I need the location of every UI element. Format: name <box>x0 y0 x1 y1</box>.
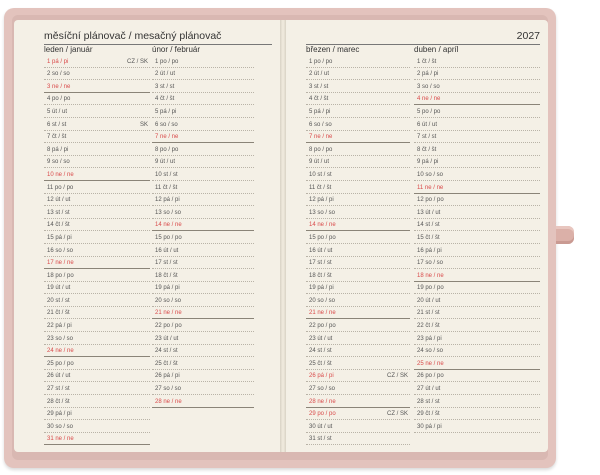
day-label: 2 pá / pi <box>417 71 439 78</box>
day-label: 26 pá / pi <box>309 373 334 380</box>
day-label: 21 st / st <box>417 310 440 317</box>
day-row <box>152 269 254 282</box>
day-row <box>152 319 254 332</box>
day-label: 18 po / po <box>47 272 74 279</box>
day-row <box>152 294 254 307</box>
day-row <box>152 194 254 207</box>
day-row <box>306 68 410 81</box>
day-row <box>44 370 150 383</box>
day-row <box>44 231 150 244</box>
day-label: 30 pá / pi <box>417 423 442 430</box>
day-label: 15 pá / pi <box>47 234 72 241</box>
day-row <box>152 382 254 395</box>
day-label: 31 st / st <box>309 436 332 443</box>
day-row <box>152 105 254 118</box>
day-label: 6 út / ut <box>417 121 438 128</box>
day-row <box>414 269 540 282</box>
day-label: 25 ne / ne <box>417 360 444 367</box>
day-label: 9 út / ut <box>309 159 330 166</box>
day-label: 14 ne / ne <box>155 222 182 229</box>
day-label: 20 út / ut <box>417 297 441 304</box>
day-label: 1 pá / pi <box>47 58 69 65</box>
month-column-february <box>152 45 254 408</box>
day-row <box>306 294 410 307</box>
day-row <box>306 433 410 446</box>
day-label: 27 so / so <box>309 386 336 393</box>
holiday-country-note: CZ / SK <box>386 373 408 380</box>
day-row <box>306 357 410 370</box>
day-row <box>306 80 410 93</box>
day-label: 22 po / po <box>155 323 182 330</box>
book-spine <box>280 20 286 452</box>
day-label: 17 st / st <box>309 260 332 267</box>
month-name: leden / január <box>44 45 93 54</box>
day-label: 6 so / so <box>155 121 178 128</box>
day-label: 19 po / po <box>417 285 444 292</box>
planner-title: měsíční plánovač / mesačný plánovač <box>44 30 222 42</box>
day-row <box>152 345 254 358</box>
day-label: 14 ne / ne <box>309 222 336 229</box>
day-label: 27 so / so <box>155 386 182 393</box>
day-row <box>152 357 254 370</box>
day-label: 20 st / st <box>47 297 70 304</box>
day-row <box>414 420 540 433</box>
day-row <box>152 156 254 169</box>
day-label: 21 ne / ne <box>155 310 182 317</box>
day-row <box>306 282 410 295</box>
day-rows <box>44 55 150 445</box>
day-row <box>306 319 410 332</box>
day-row <box>414 80 540 93</box>
day-label: 9 so / so <box>47 159 70 166</box>
day-label: 28 čt / št <box>47 398 70 405</box>
day-label: 7 ne / ne <box>155 134 179 141</box>
day-label: 5 pá / pi <box>309 108 331 115</box>
month-column-january <box>44 45 150 445</box>
day-row <box>44 168 150 181</box>
holiday-country-note: CZ / SK <box>386 411 408 418</box>
day-label: 22 čt / št <box>417 323 440 330</box>
day-row <box>152 168 254 181</box>
day-label: 4 čt / št <box>309 96 329 103</box>
day-label: 13 so / so <box>155 209 182 216</box>
day-label: 30 út / ut <box>309 423 333 430</box>
day-row <box>414 395 540 408</box>
day-row <box>44 131 150 144</box>
day-row <box>306 143 410 156</box>
day-label: 11 po / po <box>47 184 74 191</box>
day-label: 7 čt / št <box>47 134 67 141</box>
day-rows <box>152 55 254 408</box>
day-label: 27 út / ut <box>417 386 441 393</box>
day-label: 8 čt / št <box>417 146 437 153</box>
day-label: 9 pá / pi <box>417 159 439 166</box>
day-row <box>44 143 150 156</box>
day-label: 27 st / st <box>47 386 70 393</box>
day-row <box>306 181 410 194</box>
day-label: 8 po / po <box>309 146 333 153</box>
day-label: 26 út / ut <box>47 373 71 380</box>
day-row <box>152 93 254 106</box>
day-label: 24 ne / ne <box>47 348 74 355</box>
day-row <box>306 55 410 68</box>
day-label: 29 čt / št <box>417 411 440 418</box>
day-row <box>306 408 410 421</box>
day-row <box>414 219 540 232</box>
day-row <box>152 55 254 68</box>
day-row <box>306 194 410 207</box>
day-row <box>44 244 150 257</box>
day-row <box>414 118 540 131</box>
day-row <box>44 382 150 395</box>
day-row <box>306 131 410 144</box>
holiday-country-note: CZ / SK <box>126 58 148 65</box>
day-label: 22 pá / pi <box>47 323 72 330</box>
day-row <box>306 382 410 395</box>
day-label: 8 po / po <box>155 146 179 153</box>
day-row <box>152 244 254 257</box>
day-row <box>44 206 150 219</box>
day-row <box>44 105 150 118</box>
day-row <box>414 131 540 144</box>
day-row <box>44 194 150 207</box>
day-label: 23 pá / pi <box>417 335 442 342</box>
day-label: 14 st / st <box>417 222 440 229</box>
day-label: 18 ne / ne <box>417 272 444 279</box>
day-row <box>44 408 150 421</box>
day-row <box>414 194 540 207</box>
day-label: 3 st / st <box>155 83 175 90</box>
day-row <box>414 382 540 395</box>
day-row <box>414 168 540 181</box>
day-row <box>44 345 150 358</box>
day-label: 24 st / st <box>309 348 332 355</box>
day-row <box>306 118 410 131</box>
day-row <box>414 370 540 383</box>
day-label: 16 pá / pi <box>417 247 442 254</box>
day-label: 6 so / so <box>309 121 332 128</box>
day-row <box>44 181 150 194</box>
day-row <box>414 294 540 307</box>
day-row <box>306 206 410 219</box>
day-label: 12 út / ut <box>47 197 71 204</box>
day-row <box>306 168 410 181</box>
day-label: 5 po / po <box>417 108 441 115</box>
day-label: 6 st / st <box>47 121 67 128</box>
day-label: 7 ne / ne <box>309 134 333 141</box>
holiday-country-note: SK <box>139 121 148 128</box>
day-rows <box>414 55 540 433</box>
day-label: 17 st / st <box>155 260 178 267</box>
day-label: 20 so / so <box>309 297 336 304</box>
day-label: 15 po / po <box>155 234 182 241</box>
day-label: 2 út / ut <box>155 71 176 78</box>
day-label: 3 ne / ne <box>47 83 71 90</box>
day-label: 24 st / st <box>155 348 178 355</box>
day-row <box>44 282 150 295</box>
day-label: 3 so / so <box>417 83 440 90</box>
day-label: 2 út / ut <box>309 71 330 78</box>
day-label: 4 ne / ne <box>417 96 441 103</box>
day-row <box>414 105 540 118</box>
month-name: duben / apríl <box>414 45 459 54</box>
day-label: 4 čt / št <box>155 96 175 103</box>
day-row <box>44 269 150 282</box>
day-label: 10 st / st <box>309 171 332 178</box>
day-label: 15 po / po <box>309 234 336 241</box>
day-label: 8 pá / pi <box>47 146 69 153</box>
day-label: 11 ne / ne <box>417 184 444 191</box>
month-name: únor / február <box>152 45 201 54</box>
day-row <box>44 395 150 408</box>
day-label: 16 út / ut <box>155 247 179 254</box>
day-label: 16 so / so <box>47 247 74 254</box>
day-row <box>306 156 410 169</box>
day-row <box>44 332 150 345</box>
day-row <box>306 269 410 282</box>
day-row <box>152 118 254 131</box>
day-row <box>306 370 410 383</box>
day-label: 10 ne / ne <box>47 171 74 178</box>
day-label: 22 po / po <box>309 323 336 330</box>
day-label: 28 ne / ne <box>155 398 182 405</box>
day-label: 19 pá / pi <box>155 285 180 292</box>
day-label: 2 so / so <box>47 71 70 78</box>
day-label: 10 st / st <box>155 171 178 178</box>
day-label: 31 ne / ne <box>47 436 74 443</box>
day-row <box>414 93 540 106</box>
day-label: 19 pá / pi <box>309 285 334 292</box>
day-label: 7 st / st <box>417 134 437 141</box>
day-label: 21 ne / ne <box>309 310 336 317</box>
day-row <box>414 156 540 169</box>
day-row <box>414 319 540 332</box>
day-row <box>152 143 254 156</box>
day-label: 9 út / ut <box>155 159 176 166</box>
day-row <box>414 345 540 358</box>
day-row <box>44 156 150 169</box>
day-row <box>44 80 150 93</box>
day-label: 30 so / so <box>47 423 74 430</box>
day-row <box>152 206 254 219</box>
day-label: 28 ne / ne <box>309 398 336 405</box>
day-label: 3 st / st <box>309 83 329 90</box>
day-row <box>414 143 540 156</box>
day-row <box>152 131 254 144</box>
day-label: 14 čt / št <box>47 222 70 229</box>
day-label: 18 čt / št <box>155 272 178 279</box>
day-label: 25 čt / št <box>155 360 178 367</box>
day-row <box>414 55 540 68</box>
day-row <box>44 68 150 81</box>
day-row <box>152 370 254 383</box>
day-label: 25 čt / št <box>309 360 332 367</box>
day-row <box>306 231 410 244</box>
month-name: březen / marec <box>306 45 360 54</box>
day-row <box>44 55 150 68</box>
day-label: 1 po / po <box>309 58 333 65</box>
month-column-march <box>306 45 410 445</box>
day-row <box>306 345 410 358</box>
day-row <box>306 332 410 345</box>
day-label: 13 st / st <box>47 209 70 216</box>
day-row <box>44 93 150 106</box>
day-row <box>414 68 540 81</box>
day-label: 17 so / so <box>417 260 444 267</box>
day-label: 25 po / po <box>47 360 74 367</box>
day-row <box>152 219 254 232</box>
day-label: 26 po / po <box>417 373 444 380</box>
day-row <box>414 282 540 295</box>
day-label: 4 po / po <box>47 96 71 103</box>
day-label: 23 út / ut <box>309 335 333 342</box>
day-row <box>414 332 540 345</box>
day-row <box>414 206 540 219</box>
day-row <box>414 244 540 257</box>
day-row <box>44 219 150 232</box>
day-row <box>414 357 540 370</box>
day-row <box>152 80 254 93</box>
day-row <box>306 257 410 270</box>
day-row <box>414 181 540 194</box>
day-label: 16 út / ut <box>309 247 333 254</box>
day-label: 13 út / ut <box>417 209 441 216</box>
day-row <box>306 420 410 433</box>
day-label: 17 ne / ne <box>47 260 74 267</box>
day-row <box>44 294 150 307</box>
day-label: 1 čt / št <box>417 58 437 65</box>
day-label: 1 po / po <box>155 58 179 65</box>
day-row <box>414 257 540 270</box>
day-label: 19 út / ut <box>47 285 71 292</box>
day-label: 26 pá / pi <box>155 373 180 380</box>
day-label: 29 po / po <box>309 411 336 418</box>
planner-year: 2027 <box>516 30 540 42</box>
month-column-april <box>414 45 540 433</box>
day-row <box>44 420 150 433</box>
day-label: 12 po / po <box>417 197 444 204</box>
day-rows <box>306 55 410 445</box>
day-label: 28 st / st <box>417 398 440 405</box>
day-row <box>152 231 254 244</box>
day-row <box>44 357 150 370</box>
day-row <box>152 332 254 345</box>
day-row <box>414 307 540 320</box>
day-row <box>306 93 410 106</box>
day-row <box>152 282 254 295</box>
day-row <box>306 395 410 408</box>
day-row <box>414 408 540 421</box>
day-label: 5 pá / pi <box>155 108 177 115</box>
day-row <box>152 68 254 81</box>
day-label: 20 so / so <box>155 297 182 304</box>
day-row <box>44 257 150 270</box>
day-row <box>44 118 150 131</box>
day-row <box>306 105 410 118</box>
day-label: 12 pá / pi <box>309 197 334 204</box>
day-label: 12 pá / pi <box>155 197 180 204</box>
day-label: 29 pá / pi <box>47 411 72 418</box>
day-row <box>44 319 150 332</box>
day-label: 13 so / so <box>309 209 336 216</box>
day-label: 10 so / so <box>417 171 444 178</box>
day-row <box>152 257 254 270</box>
day-row <box>152 307 254 320</box>
day-row <box>152 395 254 408</box>
day-label: 21 čt / št <box>47 310 70 317</box>
day-label: 23 so / so <box>47 335 74 342</box>
day-row <box>44 433 150 446</box>
elastic-band <box>556 226 574 244</box>
day-label: 18 čt / št <box>309 272 332 279</box>
day-label: 23 út / ut <box>155 335 179 342</box>
day-row <box>152 181 254 194</box>
day-row <box>306 244 410 257</box>
day-label: 5 út / ut <box>47 108 68 115</box>
day-label: 11 čt / št <box>155 184 178 191</box>
day-row <box>414 231 540 244</box>
day-label: 11 čt / št <box>309 184 332 191</box>
day-row <box>306 219 410 232</box>
day-label: 24 so / so <box>417 348 444 355</box>
day-row <box>44 307 150 320</box>
day-label: 15 čt / št <box>417 234 440 241</box>
day-row <box>306 307 410 320</box>
